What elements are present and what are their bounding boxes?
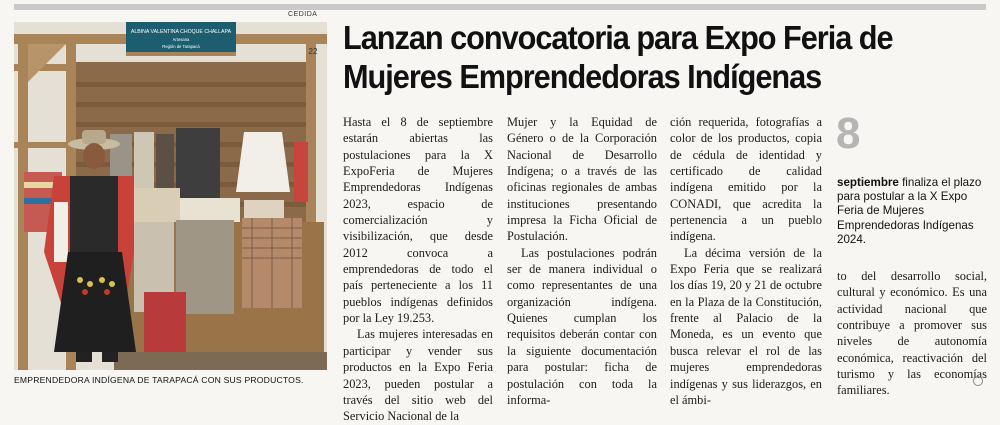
body-column-4	[837, 268, 987, 399]
article-photo	[14, 22, 327, 370]
artisan-stand-illustration	[14, 22, 327, 370]
top-rule	[14, 4, 986, 10]
end-of-article-icon	[973, 376, 983, 386]
sign-name: ALBINA VALENTINA CHOQUE CHALLAPA	[130, 29, 232, 35]
paragraph: La décima versión de la Expo Feria que se realizará los días 19, 20 y 21 de octubre en la Plaza de la Constitución, frente al Palacio de la Moneda, es un evento que busca relevar el rol de las mujeres emprendedoras indígenas y sus liderazgos, en el ámbi-	[670, 245, 822, 407]
sign-region: Región de Tarapacá	[162, 44, 200, 49]
sign-role: Artesana	[172, 37, 190, 42]
photo-credit: CEDIDA	[288, 11, 318, 18]
sidebar-text: finaliza el plazo para postular a la X Expo Feria de Mujeres Emprendedoras Indígenas 2024.	[837, 176, 982, 246]
headline: Lanzan convocatoria para Expo Feria de Mujeres Emprendedoras Indígenas	[343, 19, 893, 95]
paragraph: to del desarrollo social, cultural y económico. Es una actividad nacional que contribuye a promover sus niveles de autonomía económica, reactivación del turismo y las economías familiares.	[837, 269, 987, 398]
body-column-1	[343, 114, 493, 425]
paragraph: Las mujeres interesadas en participar y vender sus productos en la Expo Feria 2023, pueden postular a través del sitio web del Servicio Nacional de la	[343, 327, 493, 424]
body-column-2	[507, 114, 657, 408]
sidebar-bold-word: septiembre	[837, 176, 899, 189]
paragraph: Hasta el 8 de septiembre estarán abiertas las postulaciones para la X ExpoFeria de Mujeres Emprendedoras Indígenas 2023, espacio de comercialización y visibilización, que desde 2012 convoca a emprendedoras de todo el país perteneciente a los 11 pueblos indígenas definidos por la Ley 19.253.	[343, 115, 493, 326]
photo-caption: EMPRENDEDORA INDÍGENA DE TARAPACÁ CON SUS PRODUCTOS.	[14, 375, 304, 385]
paragraph: Mujer y la Equidad de Género o de la Corporación Nacional de Desarrollo Indígena; o a través de las oficinas regionales de ambas instituciones presentando impresa la Ficha Oficial de Postulación.	[507, 115, 657, 244]
stand-number: 22	[308, 47, 318, 56]
sidebar-big-number: 8	[836, 109, 861, 158]
paragraph: Las postulaciones podrán ser de manera individual o como representantes de una organización indígena. Quienes cumplan los requisitos deberán contar con la siguiente documentación para postular: ficha de postulación con toda la informa-	[507, 245, 657, 407]
paragraph: ción requerida, fotografías a color de los productos, copia de cédula de identidad y certificado de calidad indígena emitido por la CONADI, que acredita la pertenencia a un pueblo indígena.	[670, 115, 822, 244]
sidebar-note	[837, 176, 987, 247]
body-column-3	[670, 114, 822, 408]
